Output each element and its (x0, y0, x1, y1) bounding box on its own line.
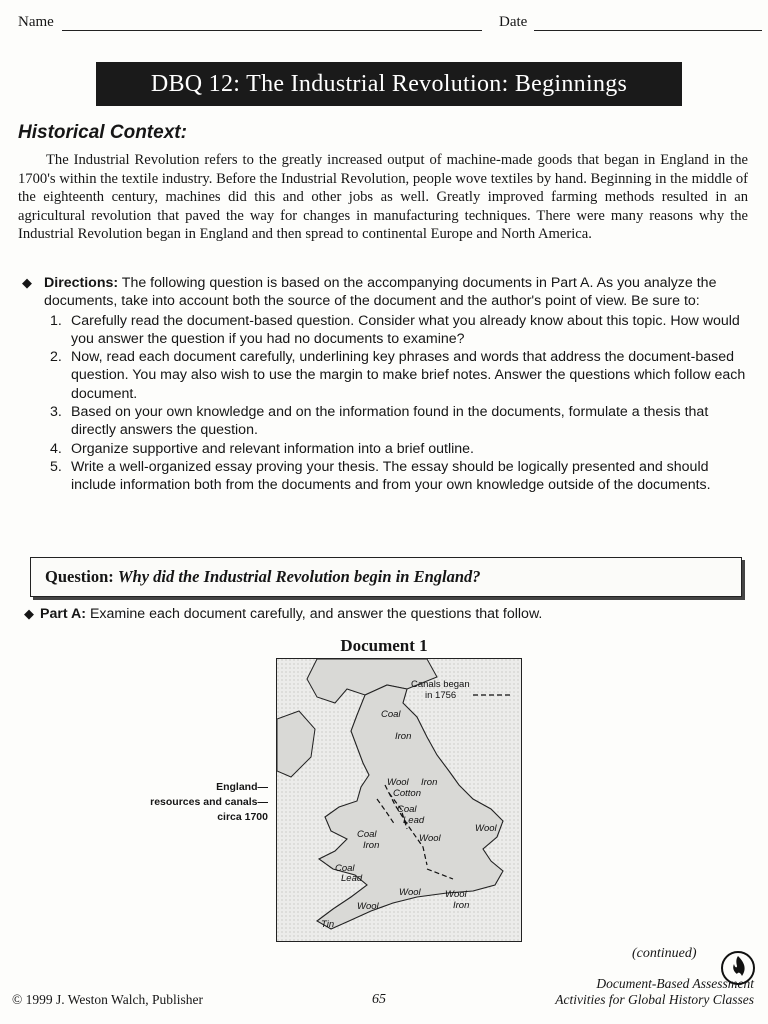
directions-section (22, 274, 757, 495)
historical-context-heading: Historical Context: (18, 122, 187, 143)
page-number: 65 (372, 992, 386, 1007)
step-text: Now, read each document carefully, underlining key phrases and words that address the document-based question. You may also wish to use the margin to make brief notes. Answer the questions which follow each document. (71, 349, 746, 402)
date-field-line (534, 30, 762, 31)
directions-steps (22, 312, 757, 495)
step-number: 2. (50, 349, 62, 366)
map-label: Coal (397, 804, 417, 815)
map-label: Coal (357, 829, 377, 840)
canal-legend-line2: in 1756 (425, 690, 457, 701)
directions-step (22, 312, 757, 349)
directions-step (22, 403, 757, 440)
map-caption-line: resources and canals— (150, 796, 268, 808)
step-text: Organize supportive and relevant information into a brief outline. (71, 440, 474, 457)
part-a-text: Examine each document carefully, and answer the questions that follow. (89, 606, 543, 622)
map-label: Tin (321, 919, 335, 930)
directions-step (22, 440, 757, 458)
map-label: Wool (419, 833, 441, 844)
map-label: Iron (453, 900, 470, 911)
series-title (520, 976, 754, 1008)
map-caption-line: circa 1700 (217, 811, 268, 823)
series-title-line: Document-Based Assessment (596, 976, 754, 991)
map-label: Lead (341, 873, 363, 884)
england-resources-map (276, 658, 522, 942)
diamond-bullet-icon: ◆ (24, 606, 34, 621)
question-label: Question: (45, 567, 114, 586)
name-label: Name (18, 14, 54, 30)
document-1-title: Document 1 (340, 636, 428, 655)
name-field-line (62, 30, 482, 31)
page-title: DBQ 12: The Industrial Revolution: Beginnings (150, 70, 628, 97)
map-label: Coal (335, 863, 355, 874)
map-label: Wool (387, 777, 409, 788)
map-caption-line: England— (216, 781, 268, 793)
map-label: Iron (363, 840, 380, 851)
map-label: Wool (475, 823, 497, 834)
step-number: 5. (50, 458, 62, 475)
directions-text: The following question is based on the accompanying documents in Part A. As you analyze the documents, take into account both the source of the document and the author's point of view. Be sure to: (44, 275, 717, 310)
step-text: Carefully read the document-based question. Consider what you already know about this topic. How would you answer the question if you had no documents to examine? (71, 312, 740, 347)
continued-note: (continued) (632, 946, 697, 961)
step-number: 4. (50, 440, 62, 457)
step-text: Write a well-organized essay proving your thesis. The essay should be logically presented and should include information both from the documents and from your own knowledge outside of the documents. (71, 458, 711, 494)
title-banner (96, 62, 682, 106)
date-label: Date (499, 14, 528, 30)
step-text: Based on your own knowledge and on the information found in the documents, formulate a thesis that directly answers the question. (71, 404, 709, 439)
historical-context-paragraph: The Industrial Revolution refers to the greatly increased output of machine-made goods that began in England in the 1700's within the textile industry. Before the Industrial Revolution, people wove textiles by hand. Beginning in the middle of the eighteenth century, machines did this and other jobs as well. Greatly improved farming methods resulted in an agricultural revolution that paved the way for changes in manufacturing techniques. There were many reasons why the Industrial Revolution began in England and then spread to continental Europe and North America. (18, 152, 748, 243)
question-box (30, 557, 742, 597)
map-label: Iron (395, 731, 412, 742)
diamond-bullet-icon: ◆ (22, 275, 32, 290)
part-a-label: Part A: (40, 606, 86, 622)
map-label: Wool (357, 901, 379, 912)
canal-legend (411, 679, 470, 701)
map-caption (130, 780, 268, 825)
directions-step (22, 458, 757, 495)
map-label: Cotton (393, 788, 421, 799)
step-number: 1. (50, 312, 62, 329)
question-line (45, 567, 481, 587)
map-label: Coal (381, 709, 401, 720)
series-title-line: Activities for Global History Classes (555, 992, 754, 1007)
directions-step (22, 348, 757, 403)
copyright-notice: © 1999 J. Weston Walch, Publisher (12, 992, 203, 1007)
map-label: Wool (399, 887, 421, 898)
directions-intro (22, 274, 757, 311)
directions-label: Directions: (44, 275, 119, 291)
part-a-line (24, 606, 542, 622)
map-label: Wool (445, 889, 467, 900)
step-number: 3. (50, 404, 62, 421)
question-text: Why did the Industrial Revolution begin in England? (117, 567, 481, 586)
map-label: Lead (403, 815, 425, 826)
canal-legend-line1: Canals began (411, 679, 470, 690)
map-label: Iron (421, 777, 438, 788)
england-map-graphic (277, 659, 521, 941)
